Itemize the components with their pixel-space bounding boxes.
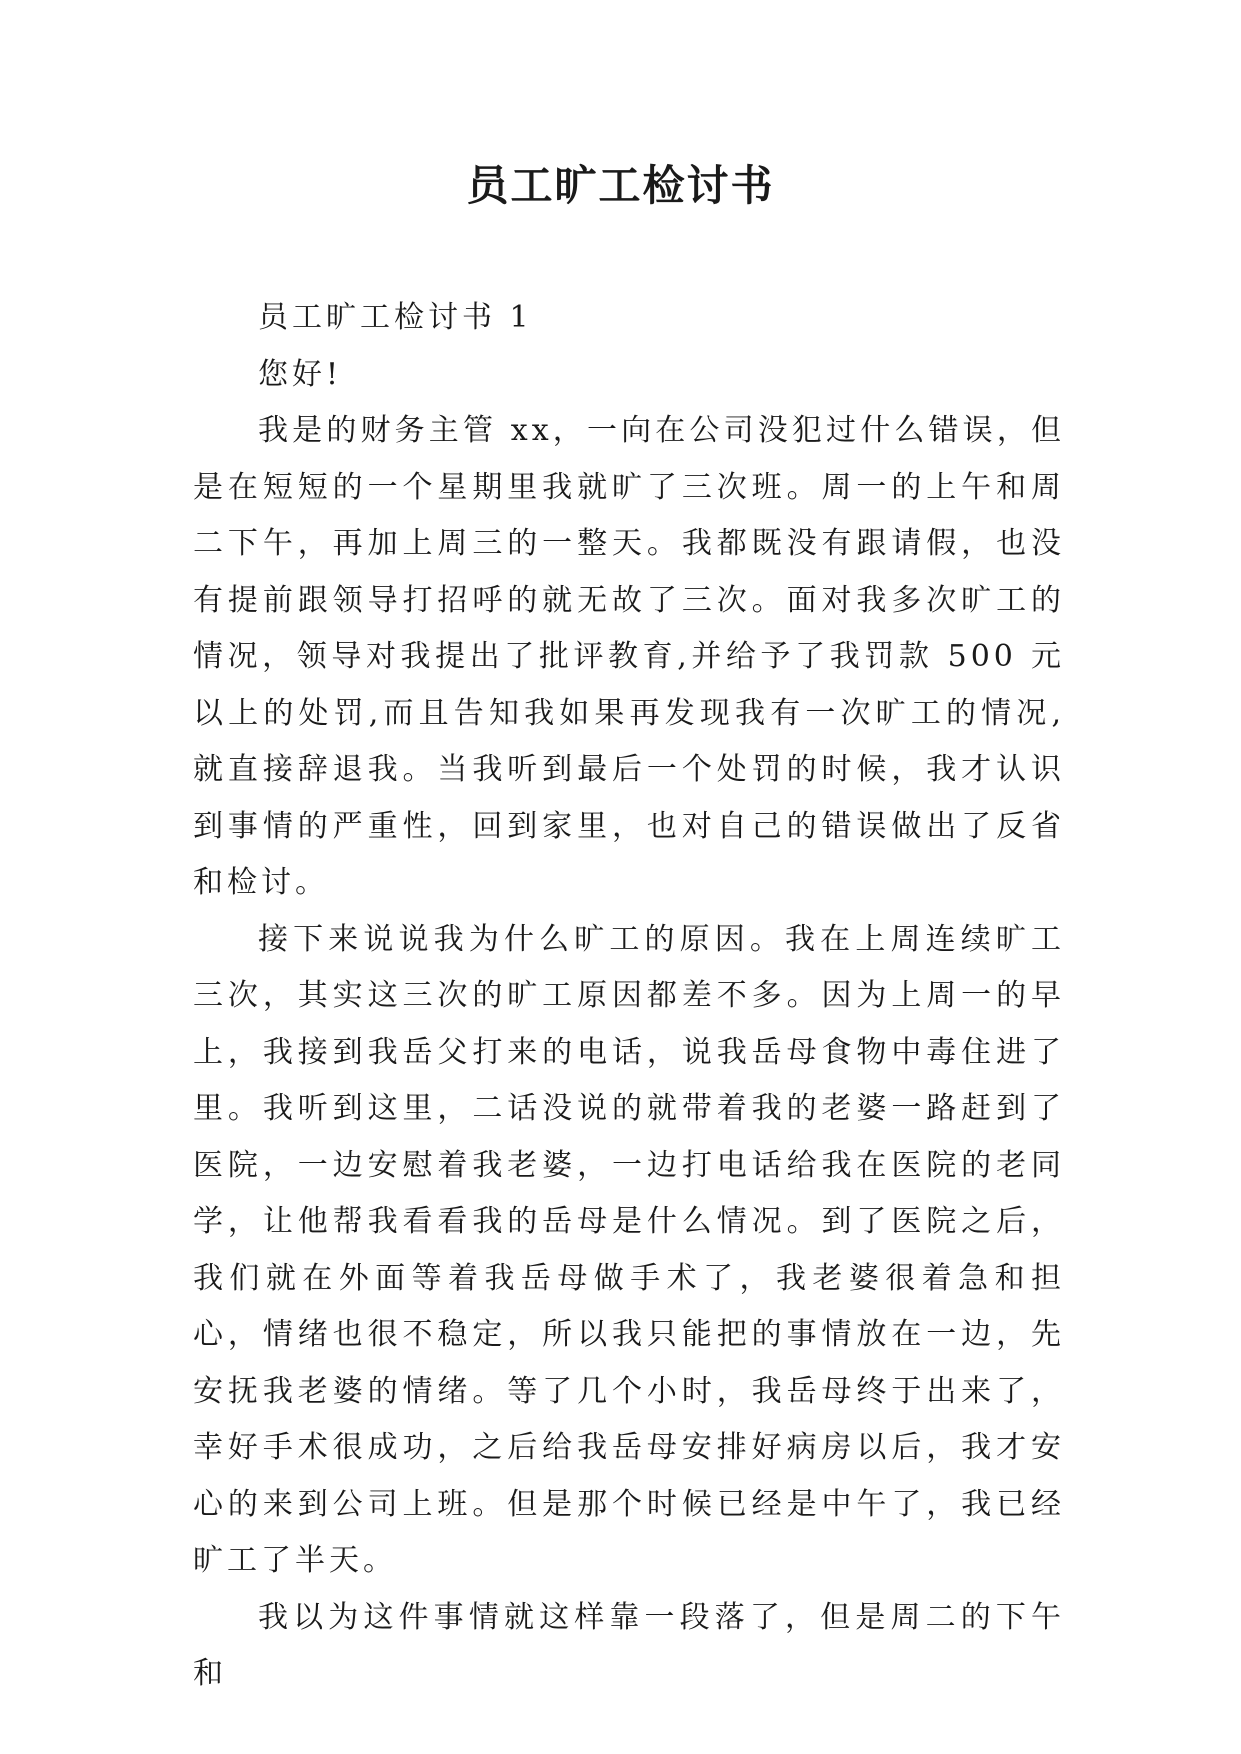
section-heading: 员工旷工检讨书 1 (258, 300, 533, 335)
document-title: 员工旷工检讨书 (466, 161, 775, 210)
paragraph-2: 接下来说说我为什么旷工的原因。我在上周连续旷工三次，其实这三次的旷工原因都差不多。因为上周一的早上，我接到我岳父打来的电话，说我岳母食物中毒住进了里。我听到这里，二话没说的就带着我的老婆一路赶到了医院，一边安慰着我老婆，一边打电话给我在医院的老同学，让他帮我看看我的岳母是什么情况。到了医院之后，我们就在外面等着我岳母做手术了，我老婆很着急和担心，情绪也很不稳定，所以我只能把的事情放在一边，先安抚我老婆的情绪。等了几个小时，我岳母终于出来了，幸好手术很成功，之后给我岳母安排好病房以后，我才安心的来到公司上班。但是那个时候已经是中午了，我已经旷工了半天。 (193, 921, 1065, 1578)
document-body (193, 290, 1065, 1703)
greeting: 您好! (258, 356, 343, 392)
paragraph-1: 我是的财务主管 xx，一向在公司没犯过什么错误，但是在短短的一个星期里我就旷了三次班。周一的上午和周二下午，再加上周三的一整天。我都既没有跟请假，也没有提前跟领导打招呼的就无故了三次。面对我多次旷工的情况，领导对我提出了批评教育,并给予了我罚款 500 元以上的处罚,而且告知我如果再发现我有一次旷工的情况,就直接辞退我。当我听到最后一个处罚的时候，我才认识到事情的严重性，回到家里，也对自己的错误做出了反省和检讨。 (193, 413, 1065, 900)
paragraph-3: 我以为这件事情就这样靠一段落了，但是周二的下午和 (193, 1599, 1065, 1691)
